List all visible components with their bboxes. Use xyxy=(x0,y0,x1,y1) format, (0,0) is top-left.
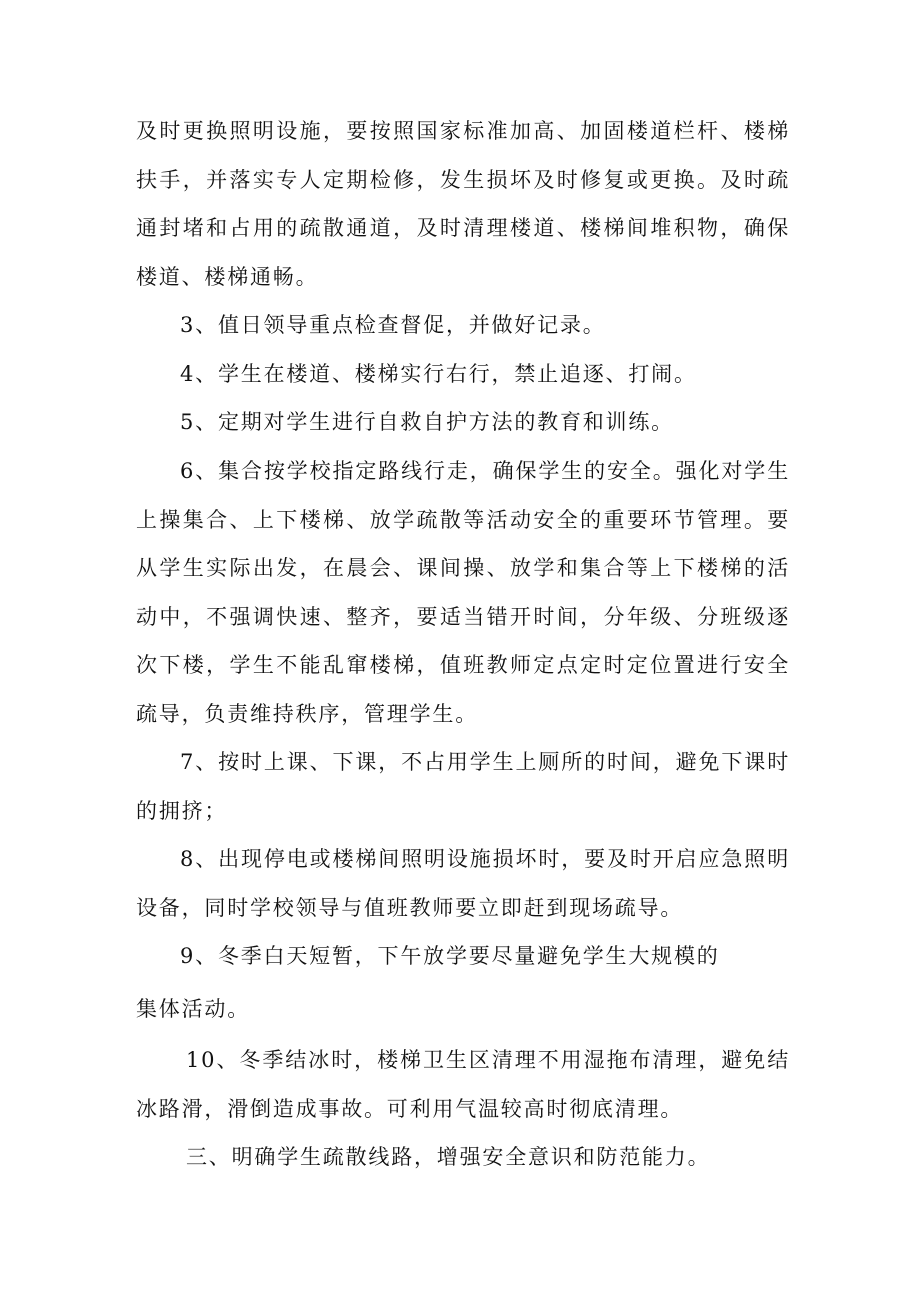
paragraph-item-6: 6、集合按学校指定路线行走，确保学生的安全。强化对学生上操集合、上下楼梯、放学疏散等活动安全的重要环节管理。要从学生实际出发，在晨会、课间操、放学和集合等上下楼梯的活动中，不强调快速、整齐，要适当错开时间，分年级、分班级逐次下楼，学生不能乱窜楼梯，值班教师定点定时定位置进行安全疏导，负责维持秩序，管理学生。 xyxy=(136,459,790,726)
paragraph-item-9-continued: 集体活动。 xyxy=(136,997,250,1021)
paragraph-lighting-and-stairs: 及时更换照明设施，要按照国家标准加高、加固楼道栏杆、楼梯扶手，并落实专人定期检修，发生损坏及时修复或更换。及时疏通封堵和占用的疏散通道，及时清理楼道、楼梯间堆积物，确保楼道、楼梯通畅。 xyxy=(136,119,790,289)
paragraph-item-4: 4、学生在楼道、楼梯实行右行，禁止追逐、打闹。 xyxy=(180,362,697,386)
paragraph-item-10: 10、冬季结冰时，楼梯卫生区清理不用湿拖布清理，避免结冰路滑，滑倒造成事故。可利用气温较高时彻底清理。 xyxy=(136,1048,790,1121)
paragraph-item-8: 8、出现停电或楼梯间照明设施损坏时，要及时开启应急照明设备，同时学校领导与值班教师要立即赶到现场疏导。 xyxy=(136,847,790,920)
section-heading-three: 三、明确学生疏散线路，增强安全意识和防范能力。 xyxy=(186,1145,711,1169)
paragraph-item-5: 5、定期对学生进行自救自护方法的教育和训练。 xyxy=(180,410,674,434)
paragraph-item-9: 9、冬季白天短暂，下午放学要尽量避免学生大规模的 xyxy=(180,944,720,968)
paragraph-item-7: 7、按时上课、下课，不占用学生上厕所的时间，避免下课时的拥挤； xyxy=(136,750,790,823)
paragraph-item-3: 3、值日领导重点检查督促，并做好记录。 xyxy=(180,313,606,337)
